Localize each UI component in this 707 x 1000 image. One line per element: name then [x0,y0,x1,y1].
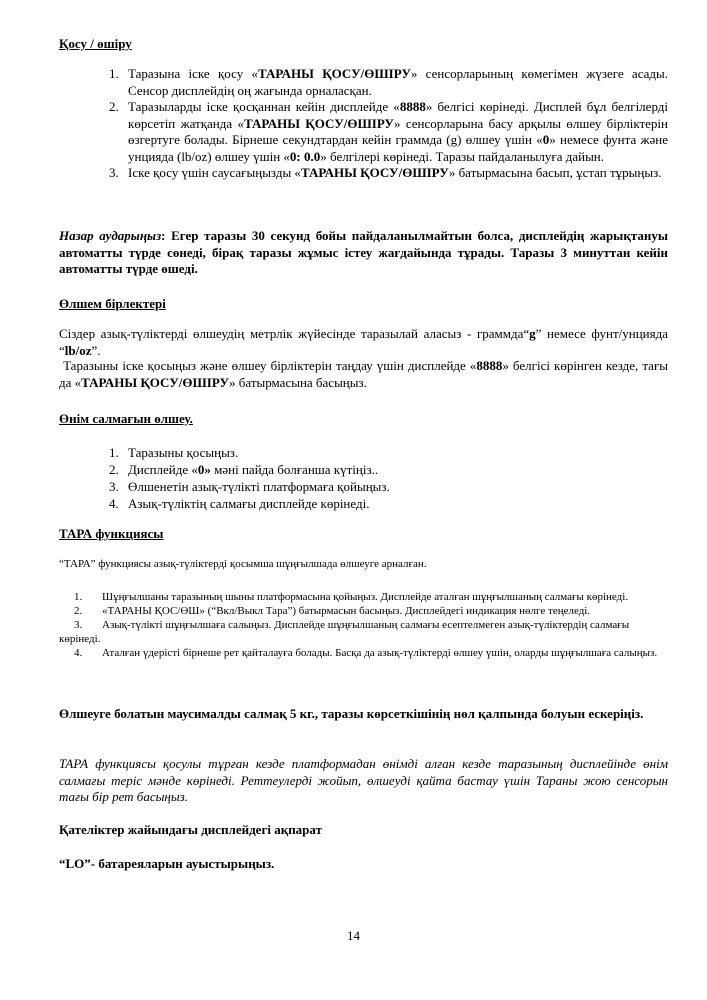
heading-weigh: Өнім салмағын өлшеу. [59,411,193,426]
page-number: 14 [347,928,360,943]
heading-errors: Қателіктер жайындағы дисплейдегі ақпарат [59,822,322,837]
on-off-item-1: 1. Таразына іске қосу «ТАРАНЫ ҚОСУ/ӨШІРУ» сенсорларының көмегімен жүзеге асады. Сенсор дисплейдің оң жағында орналасқан. [122,66,668,99]
weigh-item-1: 1. Таразыны қосыңыз. [122,444,668,461]
attention-paragraph: Назар аударыңыз: Егер таразы 30 секунд бойы пайдаланылмайтын болса, дисплейдің жарықтануы автоматты түрде сөнеді, бірақ таразы жұмыс істеу жағдайында тұрады. Таразы 3 минуттан кейін автоматты түрде өшеді. [59,228,668,276]
tara-item-1: 1. Шұңғылшаны таразының шыны платформасына қойыңыз. Дисплейде аталған шұңғылшаның салмағы көрінеді. [74,591,629,603]
units-paragraph-1: Сіздер азық-түліктерді өлшеудің метрлік жүйесінде таразылай аласыз - граммда“g” немесе фунт/унцияда “lb/oz”. [59,326,668,358]
on-off-item-2: 2. Таразыларды іске қосқаннан кейін дисплейде «8888» белгісі көрінеді. Дисплей бұл белгілерді көрсетіп жатқанда «ТАРАНЫ ҚОСУ/ӨШІРУ» сенсорларына басу арқылы өлшеу бірліктерін өзгертуге болады. Бірнеше секундтардан кейін граммда (g) өлшеу үшін «0» немесе фунта және унцияда (lb/oz) өлшеу үшін «0: 0.0» белгілері көрінеді. Таразы пайдаланылуға дайын. [122,99,668,165]
on-off-list [59,66,668,182]
max-weight-note: Өлшеуге болатын маусималды салмақ 5 кг., таразы көрсеткішінің нөл қалпында болуын ескеріңіз. [59,706,644,721]
weigh-list [59,444,668,512]
tara-list [59,590,668,660]
heading-on-off: Қосу / өшіру [59,36,132,51]
tara-item-3: 3. Азық-түлікті шұңғылшаға салыңыз. Дисплейде шұңғылшаның салмағы есептелмеген азық-түліктердің салмағы көрінеді. [59,619,630,645]
on-off-item-3: 3. Іске қосу үшін саусағыңызды «ТАРАНЫ ҚОСУ/ӨШІРУ» батырмасына басып, ұстап тұрыңыз. [122,165,668,182]
weigh-item-4: 4. Азық-түліктің салмағы дисплейде көрінеді. [122,495,668,512]
heading-units: Өлшем бірлектері [59,296,166,311]
error-lo: “LO”- батареяларын ауыстырыңыз. [59,856,275,871]
tara-intro: “ТАРА” функциясы азық-түліктерді қосымша шұңғылшада өлшеуге арналған. [59,558,427,570]
weigh-item-3: 3. Өлшенетін азық-түлікті платформаға қойыңыз. [122,478,668,495]
units-paragraph-2: Таразыны іске қосыңыз және өлшеу бірліктерін таңдау үшін дисплейде «8888» белгісі көрінген кезде, тағы да «ТАРАНЫ ҚОСУ/ӨШІРУ» батырмасына басыңыз. [59,358,669,390]
tara-negative-note: ТАРА функциясы қосулы тұрған кезде платформадан өнімді алған кезде таразының дисплейінде өнім салмағы теріс мәнде көрінеді. Реттеулерді жойып, өлшеуді қайта бастау үшін Тараны жою сенсорын тағы бір рет басыңыз. [59,756,668,804]
tara-item-4: 4. Аталған үдерісті бірнеше рет қайталауға болады. Басқа да азық-түліктерді өлшеу үшін, оларды шұңғылшаға салыңыз. [74,647,658,659]
weigh-item-2: 2. Дисплейде «0» мәні пайда болғанша күтіңіз.. [122,461,668,478]
heading-tara: ТАРА функциясы [59,526,164,541]
attention-label: Назар аударыңыз [59,228,162,243]
tara-item-2: 2. «ТАРАНЫ ҚОС/ӨШ» (“Вкл/Выкл Тара”) батырмасын басыңыз. Дисплейдегі индикация нөлге теңеледі. [74,605,591,617]
